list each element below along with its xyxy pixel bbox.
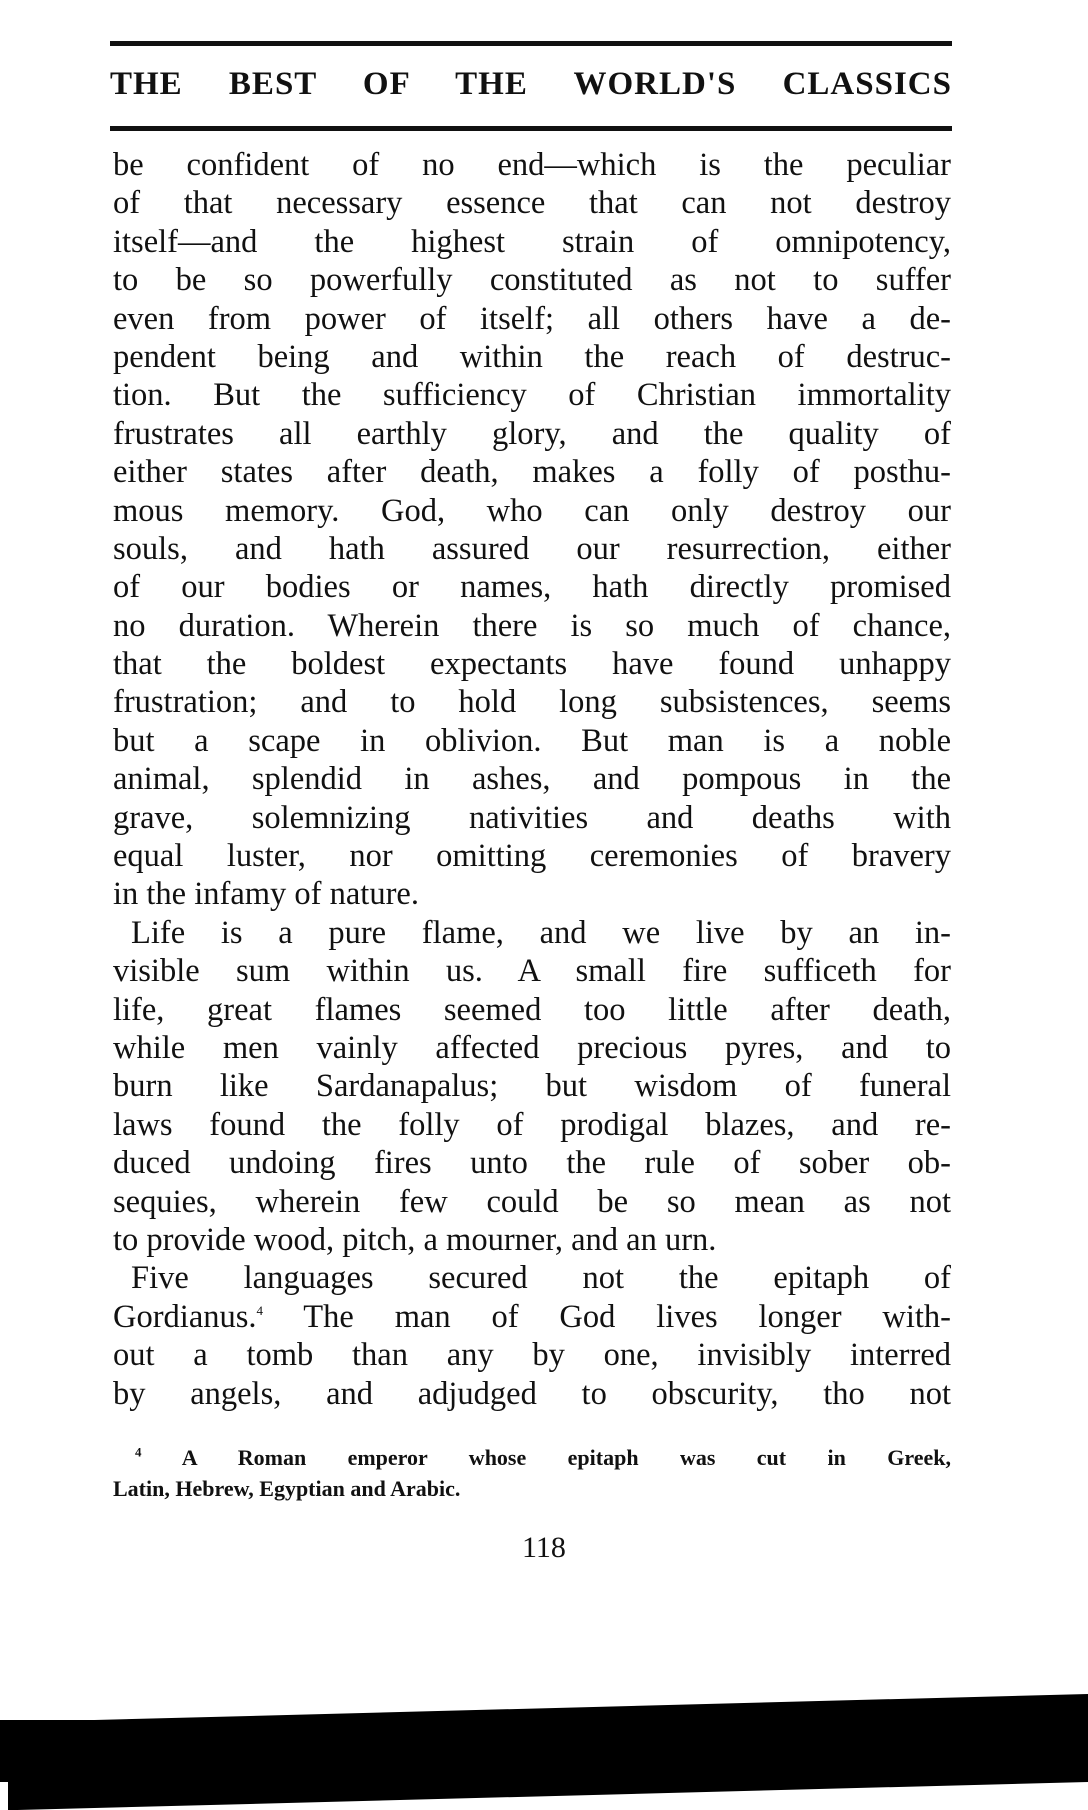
- footnote-line: [113, 1442, 951, 1473]
- text-line: laws found the folly of prodigal blazes, and re-: [113, 1106, 951, 1143]
- text-line: sequies, wherein few could be so mean as not: [113, 1183, 951, 1220]
- scan-edge-shadow: [0, 1720, 1088, 1782]
- text-line: [113, 1298, 951, 1336]
- text-line: of our bodies or names, hath directly promised: [113, 569, 951, 606]
- text-line: to be so powerfully constituted as not to suffer: [113, 262, 951, 299]
- text-line: pendent being and within the reach of destruc-: [113, 338, 951, 375]
- footnote-line: Latin, Hebrew, Egyptian and Arabic.: [113, 1476, 461, 1501]
- text-line: by angels, and adjudged to obscurity, tho not: [113, 1375, 951, 1412]
- text-line: tion. But the sufficiency of Christian immortality: [113, 377, 951, 414]
- text-line: equal luster, nor omitting ceremonies of bravery: [113, 838, 951, 875]
- header-rule-top: [110, 41, 952, 46]
- text-line: be confident of no end—which is the peculiar: [113, 147, 951, 183]
- running-header: THE BEST OF THE WORLD'S CLASSICS: [110, 66, 952, 102]
- text-line: but a scape in oblivion. But man is a noble: [113, 722, 951, 759]
- text-line: animal, splendid in ashes, and pompous in the: [113, 761, 951, 798]
- footnote: [113, 1442, 951, 1504]
- text-line: even from power of itself; all others have a de-: [113, 300, 951, 337]
- text-line: in the infamy of nature.: [113, 876, 419, 913]
- text-line: no duration. Wherein there is so much of chance,: [113, 607, 951, 644]
- footnote-marker: 4: [135, 1444, 142, 1460]
- footnote-reference: 4: [256, 1302, 264, 1318]
- text-line: either states after death, makes a folly of posthu-: [113, 454, 951, 491]
- text-line: out a tomb than any by one, invisibly interred: [113, 1337, 951, 1374]
- text-line: burn like Sardanapalus; but wisdom of funeral: [113, 1068, 951, 1105]
- text-line: duced undoing fires unto the rule of sober ob-: [113, 1145, 951, 1182]
- text-line: itself—and the highest strain of omnipotency,: [113, 223, 951, 260]
- text-line: Five languages secured not the epitaph of: [131, 1260, 951, 1297]
- text-line: mous memory. God, who can only destroy our: [113, 492, 951, 529]
- text-line: life, great flames seemed too little after death,: [113, 991, 951, 1028]
- text-line: souls, and hath assured our resurrection, either: [113, 530, 951, 567]
- text-line: of that necessary essence that can not destroy: [113, 185, 951, 222]
- text-fragment: Gordianus.: [113, 1298, 257, 1335]
- text-line: frustration; and to hold long subsistences, seems: [113, 684, 951, 721]
- header-rule-bottom: [110, 126, 952, 131]
- text-line: to provide wood, pitch, a mourner, and an urn.: [113, 1221, 717, 1258]
- text-line: that the boldest expectants have found unhappy: [113, 646, 951, 683]
- text-line: Life is a pure flame, and we live by an in-: [131, 914, 951, 951]
- page-number: 118: [522, 1531, 566, 1564]
- text-line: visible sum within us. A small fire sufficeth for: [113, 953, 951, 990]
- text-line: grave, solemnizing nativities and deaths with: [113, 799, 951, 836]
- footnote-text: A Roman emperor whose epitaph was cut in Greek,: [181, 1445, 951, 1470]
- text-line: frustrates all earthly glory, and the quality of: [113, 415, 951, 452]
- text-line: while men vainly affected precious pyres, and to: [113, 1029, 951, 1066]
- body-text: [113, 146, 951, 1413]
- text-fragment: The man of God lives longer with-: [263, 1298, 951, 1335]
